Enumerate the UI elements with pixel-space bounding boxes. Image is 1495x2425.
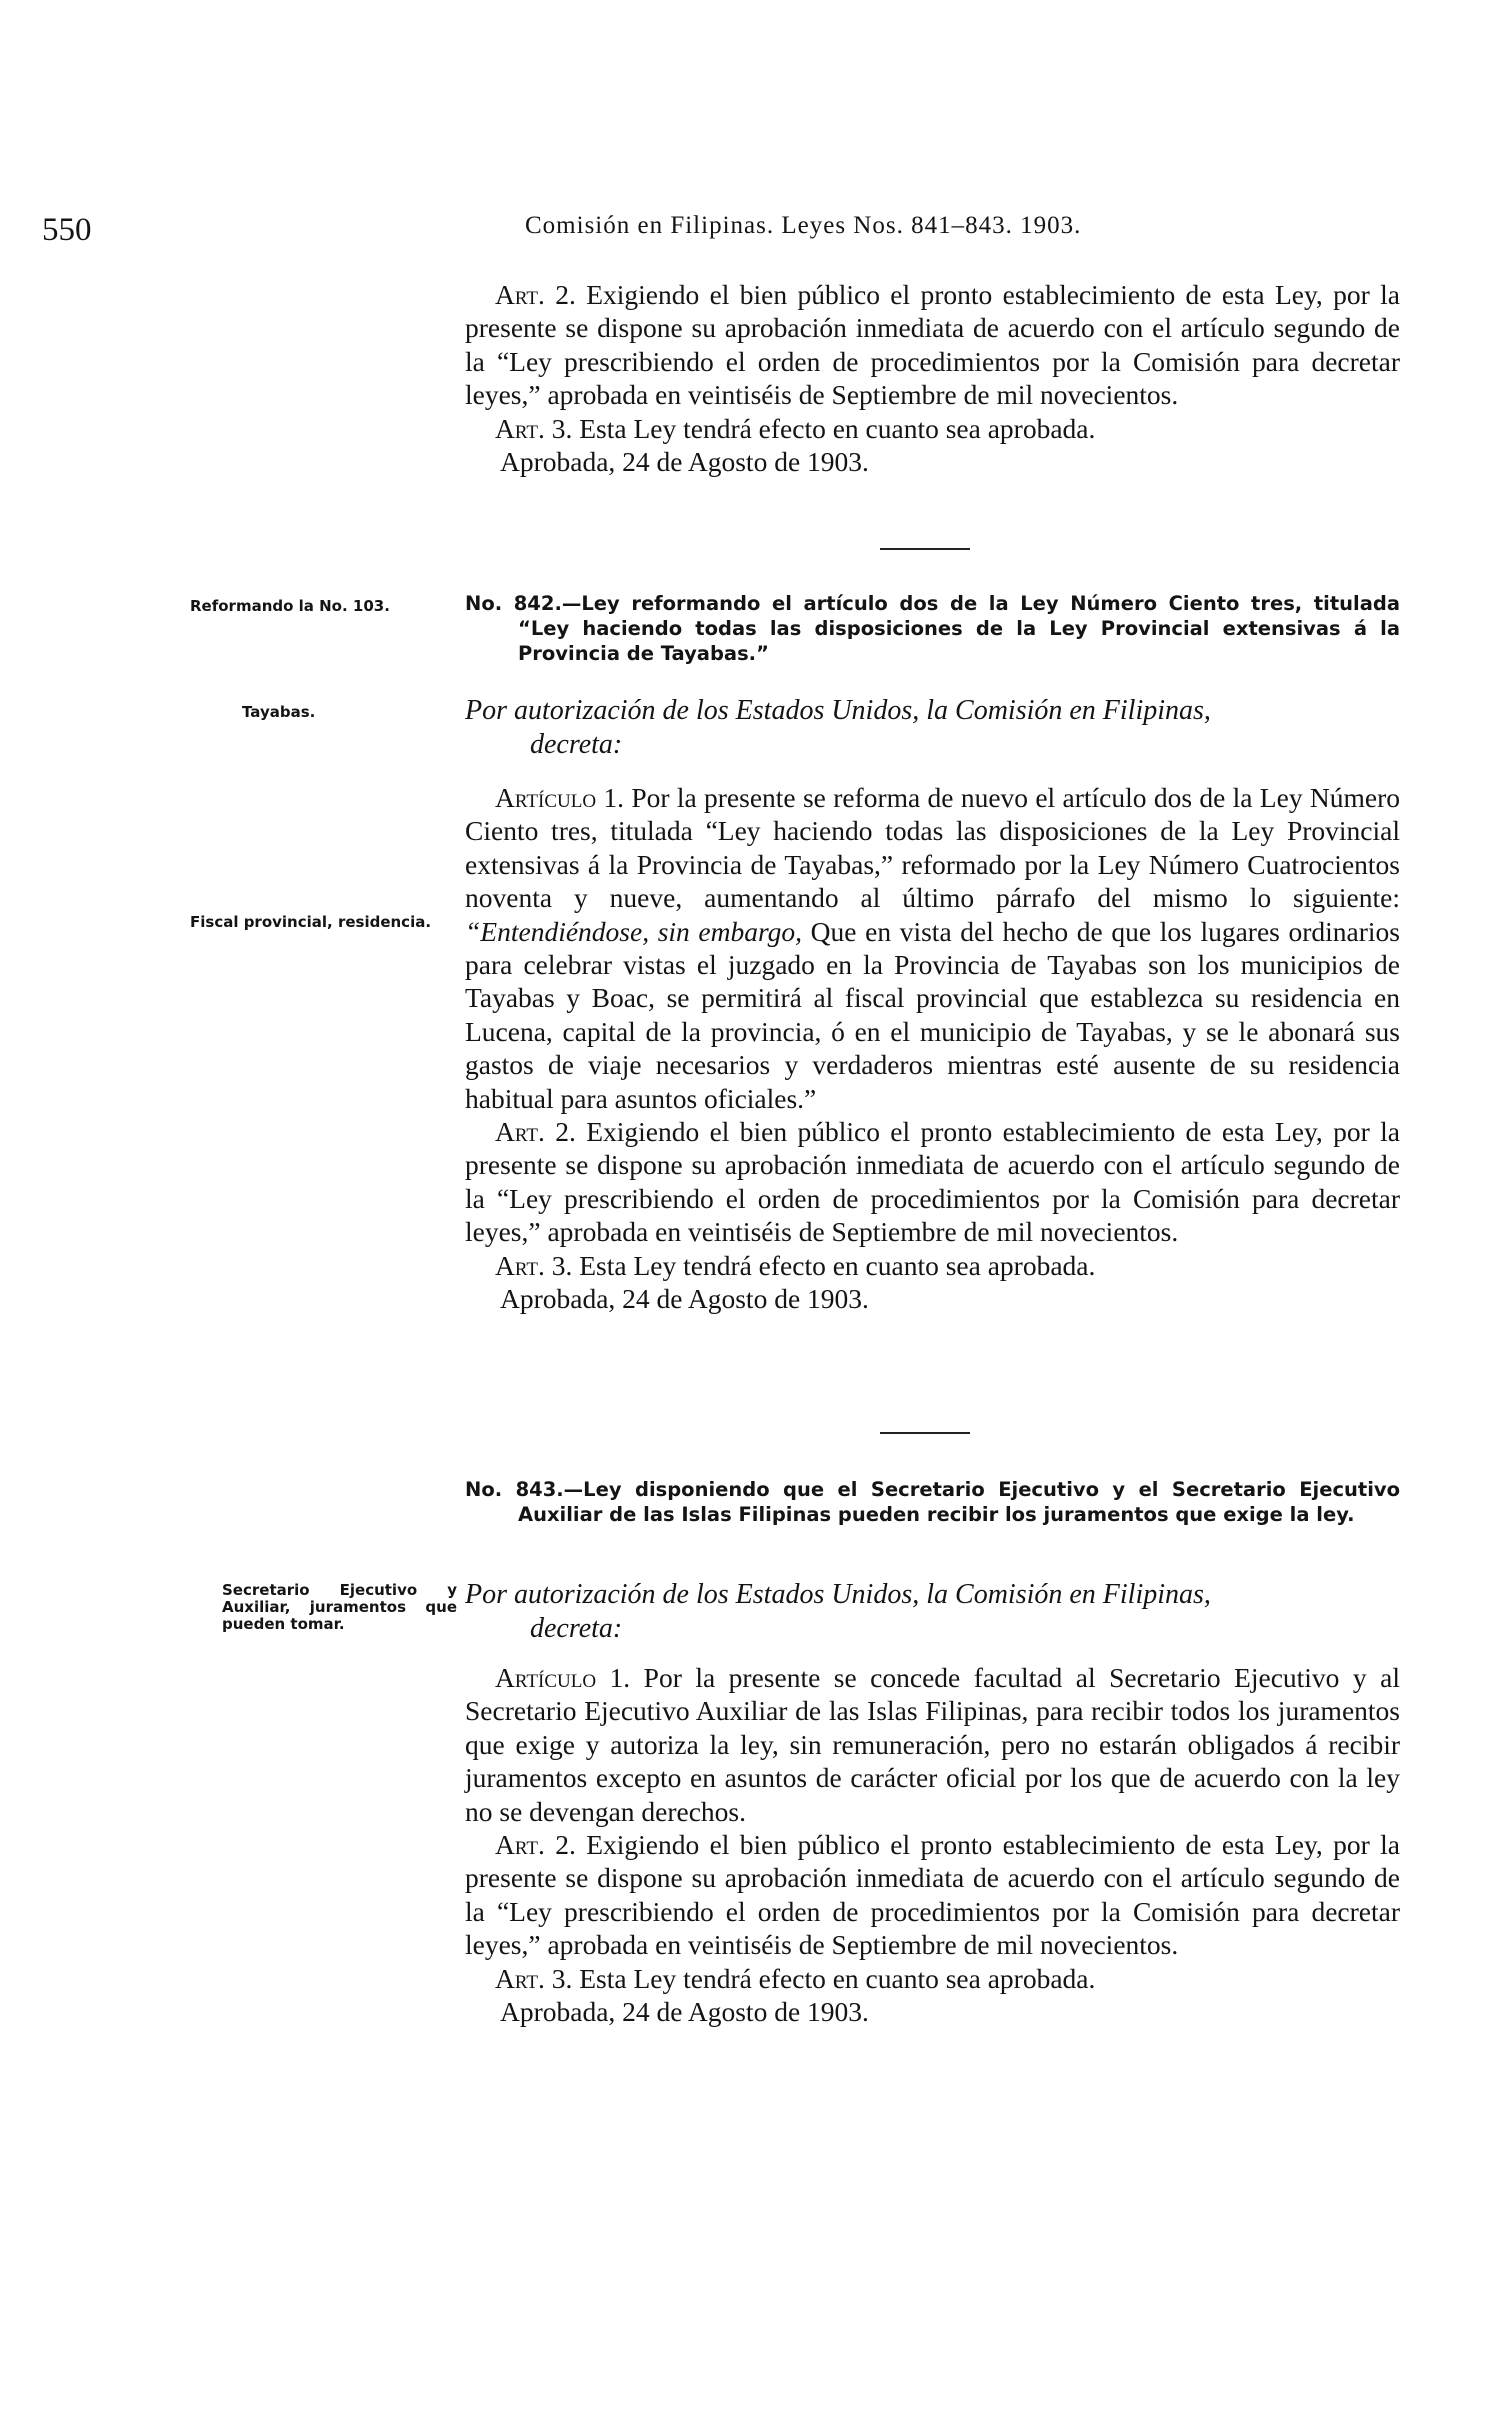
art-text: Exigiendo el bien público el pronto establecimiento de esta Ley, por la presente se dispone su aprobación inmediata de acuerdo con el artículo segundo de la “Ley prescribiendo el orden de procedimientos por la Comisión para decretar leyes,” aprobada en veintiséis de Septiembre de mil novecientos. (465, 279, 1400, 411)
side-note-reformando: Reformando la No. 103. (190, 597, 390, 615)
side-note-tayabas: Tayabas. (242, 703, 316, 721)
law-842-art3 (465, 1249, 1400, 1282)
approval-date: Aprobada, 24 de Agosto de 1903. (500, 1283, 869, 1315)
law-843-body (465, 1661, 1400, 2028)
law-842-body (465, 781, 1400, 1316)
art-text: Esta Ley tendrá efecto en cuanto sea aprobada. (572, 412, 1096, 444)
art-text: Esta Ley tendrá efecto en cuanto sea aprobada. (572, 1962, 1096, 1994)
art-text: Por la presente se reforma de nuevo el artículo dos de la Ley Número Ciento tres, titulada “Ley haciendo todas las disposiciones de la Ley Provincial extensivas á la Provincia de Tayabas,” reformado por la Ley Número Cuatrocientos noventa y nueve, aumentando al último párrafo del mismo lo siguiente: (465, 782, 1401, 914)
law-843-title: No. 843.—Ley disponiendo que el Secretario Ejecutivo y el Secretario Ejecutivo Auxiliar de las Islas Filipinas pueden recibir los juramentos que exige la ley. (465, 1478, 1400, 1526)
side-note-secretario: Secretario Ejecutivo y Auxiliar, juramentos que pueden tomar. (222, 1581, 457, 1633)
art-text: Exigiendo el bien público el pronto establecimiento de esta Ley, por la presente se dispone su aprobación inmediata de acuerdo con el artículo segundo de la “Ley prescribiendo el orden de procedimientos por la Comisión para decretar leyes,” aprobada en veintiséis de Septiembre de mil novecientos. (465, 1829, 1400, 1961)
page-number: 550 (42, 212, 92, 248)
art-italic-text: “Entendiéndose, sin embargo, (465, 915, 803, 947)
law-842-title: No. 842.—Ley reformando el artículo dos de la Ley Número Ciento tres, titulada “Ley haciendo todas las disposiciones de la Ley Provincial extensivas á la Provincia de Tayabas.” (465, 592, 1400, 665)
previous-law-closing (465, 278, 1400, 478)
law-843-art1 (465, 1661, 1400, 1828)
art-text: Que en vista del hecho de que los lugares ordinarios para celebrar vistas el juzgado en la Provincia de Tayabas son los municipios de Tayabas y Boac, se permitirá al fiscal provincial que establezca su residencia en Lucena, capital de la provincia, ó en el municipio de Tayabas, y se le abonará sus gastos de viaje necesarios y verdaderos mientras esté ausente de su residencia habitual para asuntos oficiales.” (465, 915, 1400, 1114)
art-text: Exigiendo el bien público el pronto establecimiento de esta Ley, por la presente se dispone su aprobación inmediata de acuerdo con el artículo segundo de la “Ley prescribiendo el orden de procedimientos por la Comisión para decretar leyes,” aprobada en veintiséis de Septiembre de mil novecientos. (465, 1116, 1400, 1248)
enacting-line: Por autorización de los Estados Unidos, la Comisión en Filipinas, (465, 1579, 1211, 1610)
law-842-enacting-clause (465, 694, 1400, 762)
art-label: Art. 3. (495, 1962, 573, 1994)
side-note-fiscal-provincial: Fiscal provincial, residencia. (190, 913, 432, 931)
art-label: Art. 2. (495, 1829, 576, 1861)
previous-law-art3 (465, 412, 1400, 445)
art-label: Art. 2. (495, 1116, 576, 1148)
approval-date: Aprobada, 24 de Agosto de 1903. (500, 446, 869, 478)
running-head: Comisión en Filipinas. Leyes Nos. 841–843. 1903. (525, 212, 1082, 239)
section-divider (880, 548, 970, 550)
law-843-art3 (465, 1962, 1400, 1995)
law-843-enacting-clause (465, 1578, 1400, 1646)
art-label: Art. 2. (495, 279, 576, 310)
law-842-art1 (465, 781, 1400, 1115)
art-text: Por la presente se concede facultad al Secretario Ejecutivo y al Secretario Ejecutivo Auxiliar de las Islas Filipinas, para recibir todos los juramentos que exige y autoriza la ley, sin remuneración, pero no estarán obligados á recibir juramentos excepto en asuntos de carácter oficial por los que de acuerdo con la ley no se devengan derechos. (465, 1662, 1401, 1827)
decreta: decreta: (530, 729, 623, 760)
art-label: Art. 3. (495, 1249, 573, 1281)
art-label: Art. 3. (495, 412, 573, 444)
approval-date: Aprobada, 24 de Agosto de 1903. (500, 1996, 869, 2028)
law-843-art2 (465, 1828, 1400, 1962)
section-divider (880, 1432, 970, 1434)
law-842-art2 (465, 1115, 1400, 1249)
previous-law-art2 (465, 278, 1400, 412)
art-label: Artículo 1. (495, 1662, 631, 1693)
art-label: Artículo 1. (495, 782, 624, 813)
decreta: decreta: (530, 1613, 623, 1644)
enacting-line: Por autorización de los Estados Unidos, la Comisión en Filipinas, (465, 695, 1211, 726)
art-text: Esta Ley tendrá efecto en cuanto sea aprobada. (572, 1249, 1096, 1281)
